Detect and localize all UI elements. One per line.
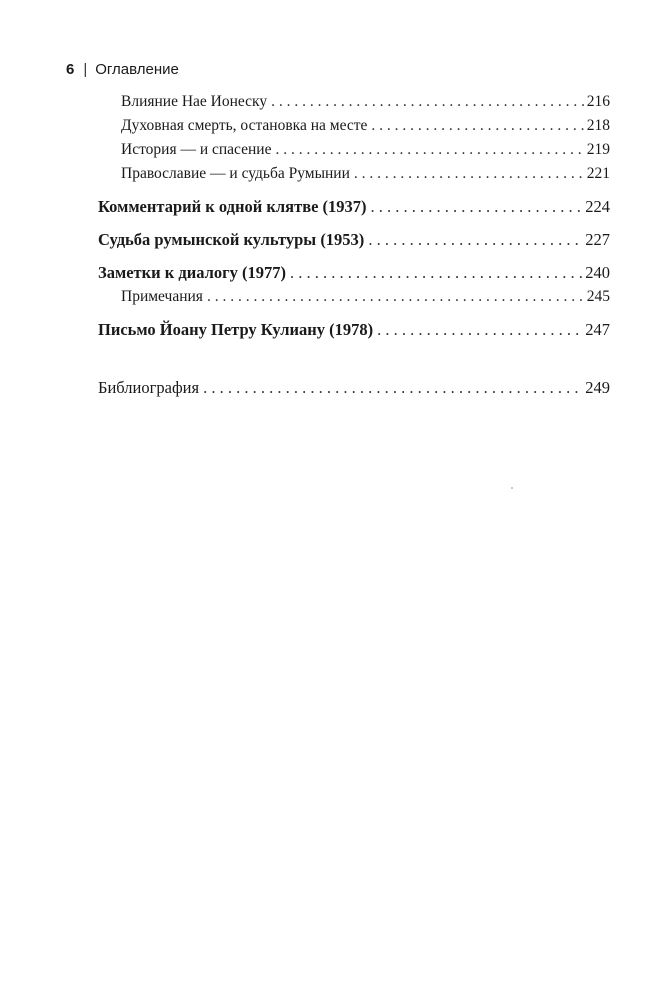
- toc-entry-page: 247: [585, 320, 610, 339]
- table-of-contents: [98, 90, 610, 400]
- toc-entry-title: Судьба румынской культуры (1953): [98, 230, 365, 249]
- toc-entry-title: История — и спасение: [121, 141, 272, 158]
- dot-leader: [271, 90, 584, 114]
- dot-leader: [207, 285, 584, 309]
- toc-entry[interactable]: [98, 138, 610, 162]
- dot-leader: [290, 261, 582, 285]
- paper-speck: [511, 487, 513, 489]
- toc-chapter-entry[interactable]: [98, 228, 610, 252]
- toc-entry-title: Письмо Йоану Петру Кулиану (1978): [98, 320, 374, 339]
- toc-entry-page: 240: [585, 263, 610, 282]
- toc-entry-title: Православие — и судьба Румынии: [121, 165, 350, 182]
- toc-chapter-entry[interactable]: [98, 261, 610, 285]
- toc-entry-title: Комментарий к одной клятве (1937): [98, 197, 367, 216]
- page-number: 6: [66, 61, 75, 78]
- toc-entry-page: 216: [586, 93, 610, 110]
- toc-chapter-entry[interactable]: [98, 195, 610, 219]
- dot-leader: [371, 114, 583, 138]
- toc-entry-title: Духовная смерть, остановка на месте: [121, 117, 368, 134]
- toc-entry-page: 249: [585, 378, 610, 397]
- dot-leader: [203, 376, 582, 400]
- toc-entry-page: 227: [585, 230, 610, 249]
- toc-entry-title: Примечания: [121, 288, 203, 305]
- toc-entry[interactable]: [98, 162, 610, 186]
- running-head: [66, 60, 179, 80]
- toc-entry-page: 218: [586, 117, 610, 134]
- dot-leader: [377, 318, 582, 342]
- toc-entry[interactable]: [98, 285, 610, 309]
- toc-entry-page: 221: [586, 165, 610, 182]
- toc-entry-page: 219: [586, 141, 610, 158]
- toc-entry-bibliography[interactable]: [98, 376, 610, 400]
- toc-entry-page: 245: [586, 288, 610, 305]
- toc-entry[interactable]: [98, 90, 610, 114]
- toc-chapter-entry[interactable]: [98, 318, 610, 342]
- toc-entry-title: Влияние Нае Ионеску: [121, 93, 268, 110]
- header-separator: |: [83, 61, 88, 78]
- toc-entry-title: Библиография: [98, 378, 200, 397]
- toc-entry-title: Заметки к диалогу (1977): [98, 263, 287, 282]
- dot-leader: [354, 162, 584, 186]
- section-title: Оглавление: [95, 61, 179, 78]
- dot-leader: [371, 195, 583, 219]
- dot-leader: [275, 138, 583, 162]
- toc-entry[interactable]: [98, 114, 610, 138]
- toc-entry-page: 224: [585, 197, 610, 216]
- dot-leader: [368, 228, 582, 252]
